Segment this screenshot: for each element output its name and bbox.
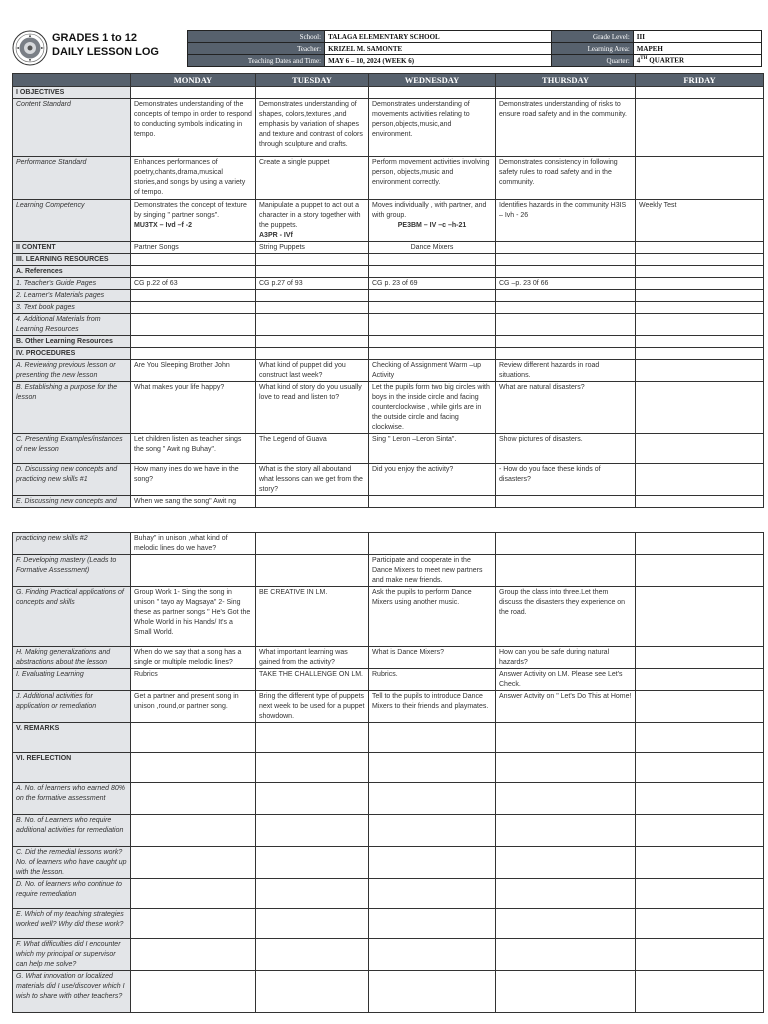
row-label-vi-reflection: VI. REFLECTION (13, 753, 131, 783)
cell-thursday: Review different hazards in road situations. (496, 360, 636, 382)
title-line-2: DAILY LESSON LOG (52, 46, 159, 58)
grade-value: III (633, 31, 761, 43)
cell-tuesday (256, 348, 369, 360)
lesson-log-table-page-1 (12, 73, 764, 508)
cell-wednesday (369, 971, 496, 1013)
cell-tuesday (256, 783, 369, 815)
cell-monday: When do we say that a song has a single or multiple melodic lines? (131, 647, 256, 669)
school-value: TALAGA ELEMENTARY SCHOOL (325, 31, 551, 43)
row-label-performance-standard: Performance Standard (13, 157, 131, 200)
cell-friday (636, 336, 764, 348)
cell-wednesday: Dance Mixers (369, 242, 496, 254)
row-label-iv-procedures: IV. PROCEDURES (13, 348, 131, 360)
cell-tuesday: What is the story all aboutand what lessons can we get from the story? (256, 464, 369, 496)
cell-monday (131, 290, 256, 302)
cell-monday: Demonstrates the concept of texture by singing " partner songs". MU3TX – Ivd –f -2 (131, 200, 256, 242)
table-row (13, 99, 764, 157)
cell-wednesday (369, 939, 496, 971)
table-row (13, 783, 764, 815)
cell-friday (636, 382, 764, 434)
cell-monday: Enhances performances of poetry,chants,drama,musical stories,and songs by using a variety of tempo. (131, 157, 256, 200)
competency-code-monday: MU3TX – Ivd –f -2 (134, 222, 192, 229)
cell-tuesday: What kind of story do you usually love to read and listen to? (256, 382, 369, 434)
cell-monday: Are You Sleeping Brother John (131, 360, 256, 382)
row-label-a-references: A. References (13, 266, 131, 278)
table-row (13, 587, 764, 647)
row-label-d-discussing-new-concepts-and-practicing: D. Discussing new concepts and practicing new skills #1 (13, 464, 131, 496)
corner-header-cell (13, 74, 131, 87)
day-header-wednesday: WEDNESDAY (369, 74, 496, 87)
day-header-monday: MONDAY (131, 74, 256, 87)
cell-friday (636, 266, 764, 278)
cell-monday: Let children listen as teacher sings the song " Awit ng Buhay". (131, 434, 256, 464)
cell-tuesday: TAKE THE CHALLENGE ON LM. (256, 669, 369, 691)
cell-wednesday (369, 290, 496, 302)
cell-tuesday: CG p.27 of 93 (256, 278, 369, 290)
cell-friday (636, 290, 764, 302)
table-row (13, 266, 764, 278)
table-row (13, 723, 764, 753)
table-row (13, 360, 764, 382)
row-label-iii-learning-resources: III. LEARNING RESOURCES (13, 254, 131, 266)
title-line-1: GRADES 1 to 12 (52, 32, 137, 44)
table-row (13, 669, 764, 691)
cell-tuesday (256, 879, 369, 909)
cell-tuesday (256, 496, 369, 508)
cell-wednesday (369, 314, 496, 336)
table-row (13, 348, 764, 360)
deped-seal-icon (12, 30, 48, 66)
cell-thursday: Show pictures of disasters. (496, 434, 636, 464)
cell-thursday: Demonstrates understanding of risks to ensure road safety and in the community. (496, 99, 636, 157)
cell-wednesday (369, 847, 496, 879)
cell-monday (131, 723, 256, 753)
cell-friday: Weekly Test (636, 200, 764, 242)
cell-thursday (496, 290, 636, 302)
cell-friday (636, 555, 764, 587)
cell-thursday: How can you be safe during natural hazards? (496, 647, 636, 669)
cell-friday (636, 533, 764, 555)
table-row (13, 533, 764, 555)
cell-thursday (496, 314, 636, 336)
cell-friday (636, 753, 764, 783)
cell-thursday (496, 87, 636, 99)
row-label-e-which-of-my-teaching-strategies-worked: E. Which of my teaching strategies worked well? Why did these work? (13, 909, 131, 939)
cell-monday: How many ines do we have in the song? (131, 464, 256, 496)
cell-thursday (496, 302, 636, 314)
cell-thursday (496, 909, 636, 939)
cell-monday (131, 847, 256, 879)
table-row (13, 200, 764, 242)
cell-friday (636, 909, 764, 939)
cell-tuesday (256, 753, 369, 783)
cell-monday: Buhay" in unison ,what kind of melodic lines do we have? (131, 533, 256, 555)
cell-monday (131, 254, 256, 266)
cell-wednesday: CG p. 23 of 69 (369, 278, 496, 290)
table-row (13, 87, 764, 99)
competency-code-wednesday: PE3BM – IV –c –h-21 (397, 222, 467, 229)
cell-wednesday (369, 723, 496, 753)
table-row (13, 753, 764, 783)
dates-value: MAY 6 – 10, 2024 (WEEK 6) (325, 55, 551, 67)
cell-thursday: Group the class into three.Let them discuss the disasters they experience on the road. (496, 587, 636, 647)
row-label-h-making-generalizations-and-abstraction: H. Making generalizations and abstractions about the lesson (13, 647, 131, 669)
quarter-label: Quarter: (551, 55, 633, 67)
cell-friday (636, 254, 764, 266)
cell-monday: Group Work 1- Sing the song in unison " tayo ay Magsaya" 2- Sing these as partner songs " He's Got the Whole World in his Hands/ It's a Small World. (131, 587, 256, 647)
cell-friday (636, 847, 764, 879)
cell-wednesday (369, 496, 496, 508)
table-row (13, 382, 764, 434)
teacher-value: KRIZEL M. SAMONTE (325, 43, 551, 55)
cell-monday (131, 314, 256, 336)
cell-wednesday (369, 815, 496, 847)
cell-thursday (496, 783, 636, 815)
table-row (13, 278, 764, 290)
cell-tuesday (256, 555, 369, 587)
day-header-row (13, 74, 764, 87)
cell-monday: Get a partner and present song in unison ,round,or partner song. (131, 691, 256, 723)
cell-friday (636, 87, 764, 99)
cell-tuesday: What kind of puppet did you construct last week? (256, 360, 369, 382)
table-row (13, 242, 764, 254)
lesson-log-table-page-2 (12, 532, 764, 1013)
cell-wednesday (369, 783, 496, 815)
table-row (13, 336, 764, 348)
row-label-g-finding-practical-applications-of-conc: G. Finding Practical applications of concepts and skills (13, 587, 131, 647)
table-row (13, 939, 764, 971)
info-table (187, 30, 762, 67)
row-label-c-did-the-remedial-lessons-work-no-of-le: C. Did the remedial lessons work? No. of learners who have caught up with the lesson. (13, 847, 131, 879)
cell-friday (636, 99, 764, 157)
cell-monday (131, 909, 256, 939)
row-label-ii-content: II CONTENT (13, 242, 131, 254)
cell-monday (131, 348, 256, 360)
cell-tuesday: BE CREATIVE IN LM. (256, 587, 369, 647)
cell-monday (131, 753, 256, 783)
row-label-j-additional-activities-for-application-: J. Additional activities for application or remediation (13, 691, 131, 723)
row-label-practicing-new-skills-2: practicing new skills #2 (13, 533, 131, 555)
cell-friday (636, 464, 764, 496)
cell-monday: When we sang the song" Awit ng (131, 496, 256, 508)
cell-tuesday (256, 336, 369, 348)
quarter-suffix: TH (640, 56, 648, 62)
row-label-c-presenting-examples-instances-of-new-l: C. Presenting Examples/instances of new lesson (13, 434, 131, 464)
cell-monday (131, 971, 256, 1013)
cell-monday (131, 555, 256, 587)
row-label-b-establishing-a-purpose-for-the-lesson: B. Establishing a purpose for the lesson (13, 382, 131, 434)
cell-wednesday (369, 266, 496, 278)
table-row (13, 555, 764, 587)
cell-thursday: CG –p. 23 0f 66 (496, 278, 636, 290)
row-label-v-remarks: V. REMARKS (13, 723, 131, 753)
cell-friday (636, 314, 764, 336)
cell-wednesday (369, 533, 496, 555)
area-value: MAPEH (633, 43, 761, 55)
cell-monday (131, 87, 256, 99)
cell-monday (131, 266, 256, 278)
cell-thursday (496, 723, 636, 753)
cell-tuesday (256, 87, 369, 99)
cell-tuesday (256, 815, 369, 847)
cell-thursday (496, 879, 636, 909)
cell-wednesday (369, 336, 496, 348)
cell-thursday (496, 336, 636, 348)
cell-wednesday: Checking of Assignment Warm –up Activity (369, 360, 496, 382)
cell-friday (636, 723, 764, 753)
cell-monday (131, 879, 256, 909)
cell-thursday (496, 533, 636, 555)
cell-thursday: Identifies hazards in the community H3IS – Ivh - 26 (496, 200, 636, 242)
cell-thursday (496, 555, 636, 587)
school-label: School: (188, 31, 325, 43)
table-row (13, 815, 764, 847)
row-label-f-what-difficulties-did-i-encounter-whic: F. What difficulties did I encounter which my principal or supervisor can help me solve? (13, 939, 131, 971)
cell-thursday (496, 753, 636, 783)
cell-tuesday (256, 533, 369, 555)
cell-wednesday (369, 348, 496, 360)
cell-tuesday: The Legend of Guava (256, 434, 369, 464)
page-header (12, 30, 762, 66)
cell-friday (636, 434, 764, 464)
cell-wednesday: Rubrics. (369, 669, 496, 691)
cell-wednesday: Tell to the pupils to introduce Dance Mixers to their friends and playmates. (369, 691, 496, 723)
table-row (13, 157, 764, 200)
table-row (13, 647, 764, 669)
cell-wednesday (369, 87, 496, 99)
cell-monday: CG p.22 of 63 (131, 278, 256, 290)
table-row (13, 254, 764, 266)
cell-thursday (496, 242, 636, 254)
row-label-3-text-book-pages: 3. Text book pages (13, 302, 131, 314)
row-label-d-no-of-learners-who-continue-to-require: D. No. of learners who continue to require remediation (13, 879, 131, 909)
cell-thursday (496, 939, 636, 971)
cell-friday (636, 242, 764, 254)
cell-thursday (496, 847, 636, 879)
cell-monday (131, 783, 256, 815)
cell-tuesday: Bring the different type of puppets next week to be used for a puppet showdown. (256, 691, 369, 723)
cell-wednesday: Sing " Leron –Leron Sinta". (369, 434, 496, 464)
cell-monday: Partner Songs (131, 242, 256, 254)
cell-thursday: Answer Actvity on " Let's Do This at Home! (496, 691, 636, 723)
cell-tuesday (256, 723, 369, 753)
row-label-learning-competency: Learning Competency (13, 200, 131, 242)
cell-tuesday (256, 971, 369, 1013)
cell-tuesday (256, 939, 369, 971)
cell-friday (636, 971, 764, 1013)
cell-wednesday: Moves individually , with partner, and with group. PE3BM – IV –c –h-21 (369, 200, 496, 242)
row-label-4-additional-materials-from-learning-res: 4. Additional Materials from Learning Resources (13, 314, 131, 336)
day-header-friday: FRIDAY (636, 74, 764, 87)
cell-friday (636, 278, 764, 290)
cell-thursday: Demonstrates consistency in following safety rules to road safety and in the community. (496, 157, 636, 200)
row-label-g-what-innovation-or-localized-materials: G. What innovation or localized materials did I use/discover which I wish to share with other teachers? (13, 971, 131, 1013)
cell-tuesday (256, 847, 369, 879)
cell-wednesday: What is Dance Mixers? (369, 647, 496, 669)
table-row (13, 496, 764, 508)
cell-friday (636, 302, 764, 314)
cell-thursday (496, 815, 636, 847)
cell-friday (636, 939, 764, 971)
cell-wednesday (369, 879, 496, 909)
competency-code-tuesday: A3PR - IVf (259, 232, 293, 239)
cell-monday (131, 302, 256, 314)
table-row (13, 691, 764, 723)
cell-monday (131, 939, 256, 971)
row-label-content-standard: Content Standard (13, 99, 131, 157)
row-label-i-objectives: I OBJECTIVES (13, 87, 131, 99)
cell-tuesday: What important learning was gained from the activity? (256, 647, 369, 669)
table-row (13, 314, 764, 336)
log-title (52, 31, 200, 59)
cell-monday: Demonstrates understanding of the concepts of tempo in order to respond to conducting symbols indicating in tempo. (131, 99, 256, 157)
row-label-1-teacher-s-guide-pages: 1. Teacher's Guide Pages (13, 278, 131, 290)
cell-tuesday: String Puppets (256, 242, 369, 254)
table-row (13, 847, 764, 879)
cell-wednesday: Did you enjoy the activity? (369, 464, 496, 496)
cell-friday (636, 360, 764, 382)
row-label-2-learner-s-materials-pages: 2. Learner's Materials pages (13, 290, 131, 302)
quarter-number: 4 (636, 56, 641, 65)
dates-label: Teaching Dates and Time: (188, 55, 325, 67)
cell-wednesday (369, 302, 496, 314)
cell-tuesday (256, 302, 369, 314)
cell-friday (636, 496, 764, 508)
cell-wednesday: Participate and cooperate in the Dance Mixers to meet new partners and make new friends. (369, 555, 496, 587)
cell-wednesday: Let the pupils form two big circles with boys in the inside circle and facing counterclockwise , while girls are in the outside circle and facing clockwise. (369, 382, 496, 434)
cell-tuesday (256, 254, 369, 266)
cell-tuesday (256, 314, 369, 336)
cell-thursday: - How do you face these kinds of disasters? (496, 464, 636, 496)
cell-monday (131, 815, 256, 847)
row-label-b-other-learning-resources: B. Other Learning Resources (13, 336, 131, 348)
row-label-i-evaluating-learning: I. Evaluating Learning (13, 669, 131, 691)
cell-wednesday (369, 909, 496, 939)
row-label-e-discussing-new-concepts-and: E. Discussing new concepts and (13, 496, 131, 508)
day-header-tuesday: TUESDAY (256, 74, 369, 87)
cell-monday: What makes your life happy? (131, 382, 256, 434)
table-row (13, 879, 764, 909)
cell-thursday (496, 254, 636, 266)
row-label-b-no-of-learners-who-require-additional-: B. No. of Learners who require additional activities for remediation (13, 815, 131, 847)
quarter-value (633, 55, 761, 67)
cell-friday (636, 669, 764, 691)
cell-thursday: What are natural disasters? (496, 382, 636, 434)
cell-friday (636, 348, 764, 360)
table-row (13, 909, 764, 939)
table-row (13, 302, 764, 314)
cell-thursday (496, 266, 636, 278)
cell-thursday (496, 971, 636, 1013)
cell-monday: Rubrics (131, 669, 256, 691)
row-label-a-reviewing-previous-lesson-or-presentin: A. Reviewing previous lesson or presenting the new lesson (13, 360, 131, 382)
row-label-a-no-of-learners-who-earned-80-on-the-fo: A. No. of learners who earned 80% on the formative assessment (13, 783, 131, 815)
table-row (13, 971, 764, 1013)
cell-wednesday (369, 254, 496, 266)
table-row (13, 290, 764, 302)
cell-thursday (496, 348, 636, 360)
day-header-thursday: THURSDAY (496, 74, 636, 87)
cell-friday (636, 783, 764, 815)
table-row (13, 434, 764, 464)
cell-monday (131, 336, 256, 348)
cell-wednesday: Perform movement activities involving person, objects,music and environment correctly. (369, 157, 496, 200)
cell-tuesday: Create a single puppet (256, 157, 369, 200)
cell-friday (636, 879, 764, 909)
row-label-f-developing-mastery-leads-to-formative-: F. Developing mastery (Leads to Formative Assessment) (13, 555, 131, 587)
cell-tuesday (256, 290, 369, 302)
cell-tuesday (256, 266, 369, 278)
cell-thursday: Answer Activity on LM. Please see Let's Check. (496, 669, 636, 691)
teacher-label: Teacher: (188, 43, 325, 55)
cell-tuesday (256, 909, 369, 939)
cell-tuesday: Demonstrates understanding of shapes, colors,textures ,and emphasis by variation of shapes and texture and contrast of colors through sculpture and crafts. (256, 99, 369, 157)
cell-wednesday: Ask the pupils to perform Dance Mixers using another music. (369, 587, 496, 647)
cell-friday (636, 815, 764, 847)
cell-friday (636, 691, 764, 723)
grade-label: Grade Level: (551, 31, 633, 43)
table-row (13, 464, 764, 496)
cell-thursday (496, 496, 636, 508)
cell-wednesday: Demonstrates understanding of movements activities relating to person,objects,music,and environment. (369, 99, 496, 157)
cell-friday (636, 157, 764, 200)
cell-friday (636, 647, 764, 669)
area-label: Learning Area: (551, 43, 633, 55)
cell-wednesday (369, 753, 496, 783)
quarter-word: QUARTER (647, 56, 685, 65)
cell-friday (636, 587, 764, 647)
cell-tuesday: Manipulate a puppet to act out a character in a story together with the puppets. A3PR - IVf (256, 200, 369, 242)
